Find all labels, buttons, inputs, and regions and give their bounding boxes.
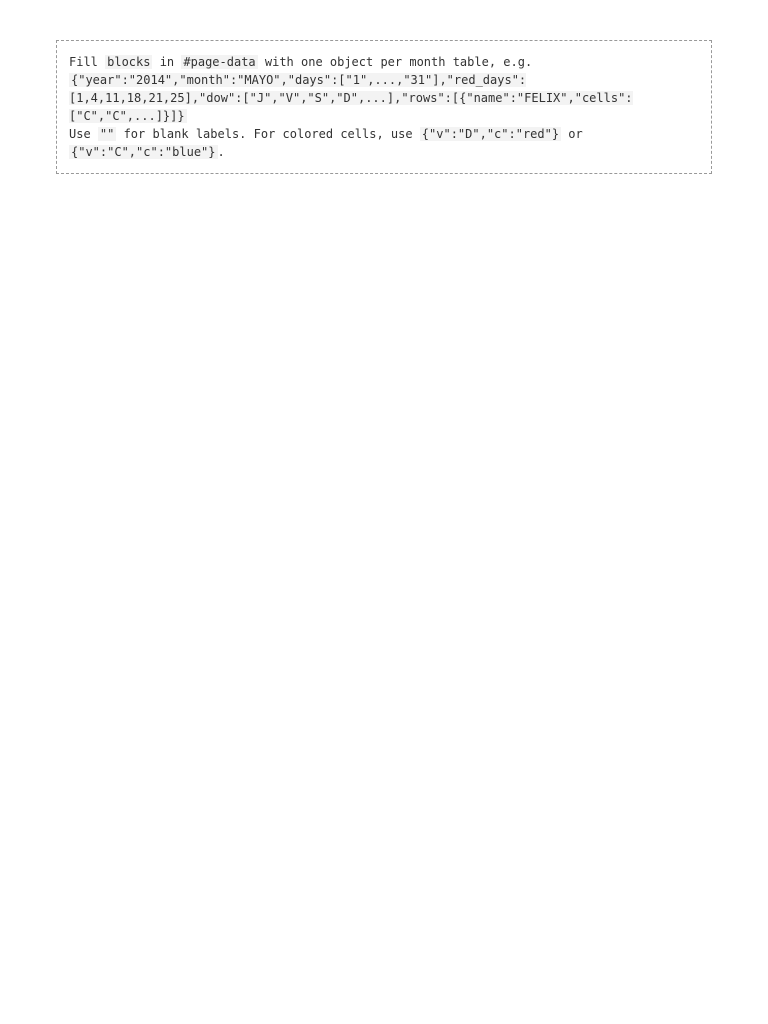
data-entry-note: Fill blocks in #page-data with one object per month table, e.g. {"year":"2014","month":"MAYO","days":["1",...,"31"],"red_days":[1,4,11,18,21,25],"dow":["J","V","S","D",...],"rows":[{"name":"FELIX","cells":["C","C",...]}]} Use "" for blank labels. For colored cells, use {"v":"D","c":"red"} or {"v":"C","c":"blue"} . xyxy=(56,40,712,174)
